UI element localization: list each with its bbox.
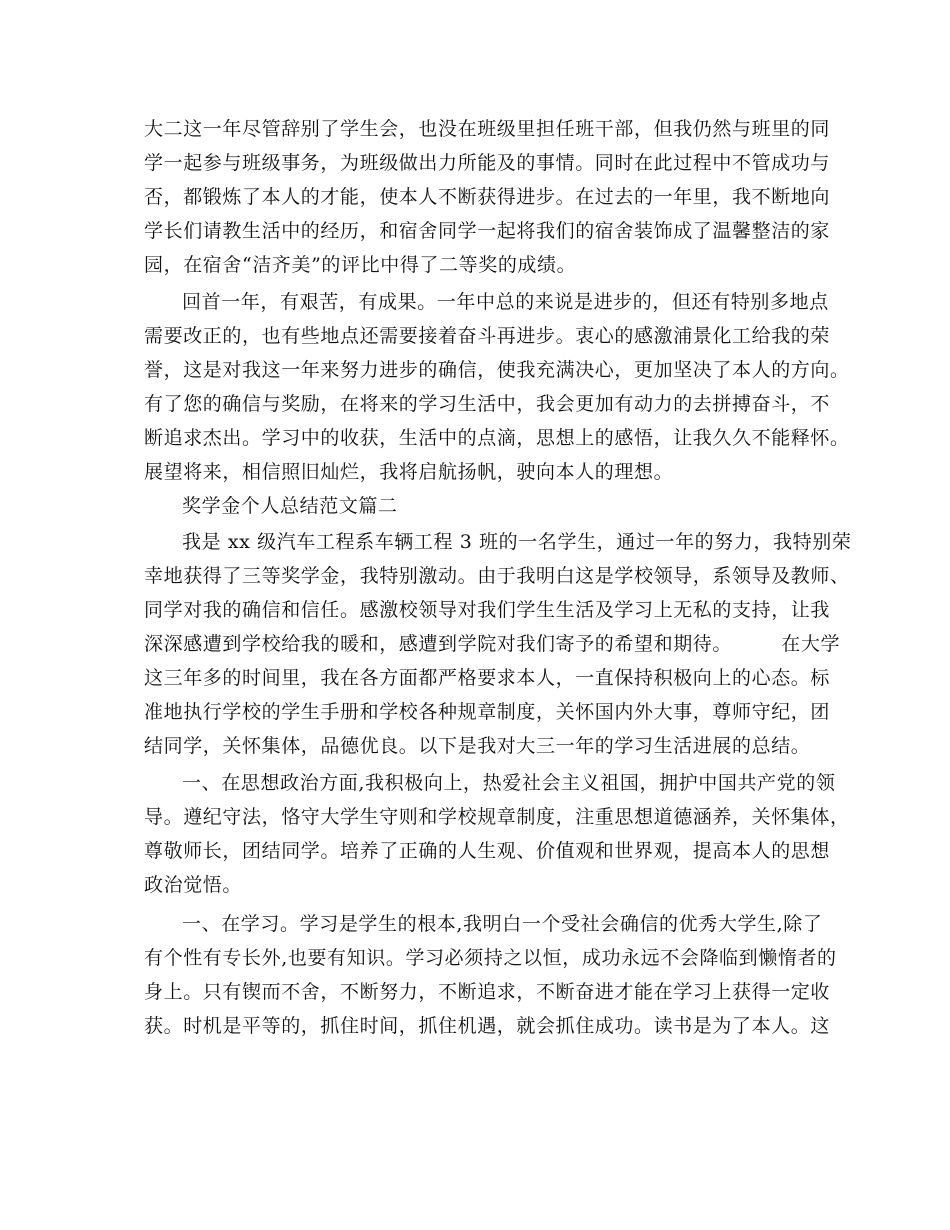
paragraph xyxy=(144,285,850,489)
text-line: 否，都锻炼了本人的才能，使本人不断获得进步。在过去的一年里，我不断地向 xyxy=(144,186,831,208)
text-line: 学一起参与班级事务，为班级做出力所能及的事情。同时在此过程中不管成功与 xyxy=(144,152,831,174)
text-line: 誉，这是对我这一年来努力进步的确信，使我充满决心，更加坚决了本人的方向。 xyxy=(144,359,850,381)
text-line: 政治觉悟。 xyxy=(144,874,243,896)
text-line: 获。时机是平等的，抓住时间，抓住机遇，就会抓住成功。读书是为了本人。这 xyxy=(144,1015,831,1037)
text-line: 园，在宿舍“洁齐美”的评比中得了二等奖的成绩。 xyxy=(144,254,577,276)
text-line: 我是 xx 级汽车工程系车辆工程 3 班的一名学生，通过一年的努力，我特别荣 xyxy=(182,531,852,553)
text-line: 同学对我的确信和信任。感激校领导对我们学生生活及学习上无私的支持，让我 xyxy=(144,599,831,621)
text-line: 幸地获得了三等奖学金，我特别激动。由于我明白这是学校领导，系领导及教师、 xyxy=(144,565,850,587)
text-line: 身上。只有锲而不舍，不断努力，不断追求，不断奋进才能在学习上获得一定收 xyxy=(144,981,831,1003)
text-line: 断追求杰出。学习中的收获，生活中的点滴，思想上的感悟，让我久久不能释怀。 xyxy=(144,427,850,449)
text-line: 准地执行学校的学生手册和学校各种规章制度，关怀国内外大事，尊师守纪，团 xyxy=(144,701,831,723)
text-line: 导。遵纪守法，恪守大学生守则和学校规章制度，注重思想道德涵养，关怀集体， xyxy=(144,806,850,828)
text-line: 一、在学习。学习是学生的根本,我明白一个受社会确信的优秀大学生,除了 xyxy=(182,913,823,935)
text-line: 一、在思想政治方面,我积极向上，热爱社会主义祖国，拥护中国共产党的领 xyxy=(182,772,836,794)
text-line: 展望将来，相信照旧灿烂，我将启航扬帆，驶向本人的理想。 xyxy=(144,461,674,483)
text-line: 有了您的确信与奖励，在将来的学习生活中，我会更加有动力的去拼搏奋斗，不 xyxy=(144,393,831,415)
paragraph xyxy=(144,525,852,763)
text-line: 深深感遭到学校给我的暖和，感遭到学院对我们寄予的希望和期待。 在大学 xyxy=(144,633,841,655)
text-line: 学长们请教生活中的经历，和宿舍同学一起将我们的宿舍装饰成了温馨整洁的家 xyxy=(144,220,831,242)
text-line: 结同学，关怀集体，品德优良。以下是我对大三一年的学习生活进展的总结。 xyxy=(144,735,811,757)
text-line: 尊敬师长，团结同学。培养了正确的人生观、价值观和世界观，提高本人的思想 xyxy=(144,840,831,862)
text-line: 大二这一年尽管辞别了学生会，也没在班级里担任班干部，但我仍然与班里的同 xyxy=(144,118,831,140)
document-body xyxy=(144,112,852,1043)
text-line: 需要改正的，也有些地点还需要接着奋斗再进步。衷心的感激浦景化工给我的荣 xyxy=(144,325,831,347)
text-line: 有个性有专长外,也要有知识。学习必须持之以恒，成功永远不会降临到懒惰者的 xyxy=(144,947,837,969)
paragraph xyxy=(144,766,850,902)
section-heading xyxy=(144,489,814,523)
heading-text: 奖学金个人总结范文篇二 xyxy=(182,495,398,517)
paragraph xyxy=(144,907,837,1043)
paragraph xyxy=(144,112,831,282)
text-line: 这三年多的时间里，我在各方面都严格要求本人，一直保持积极向上的心态。标 xyxy=(144,667,831,689)
text-line: 回首一年，有艰苦，有成果。一年中总的来说是进步的，但还有特别多地点 xyxy=(182,291,829,313)
